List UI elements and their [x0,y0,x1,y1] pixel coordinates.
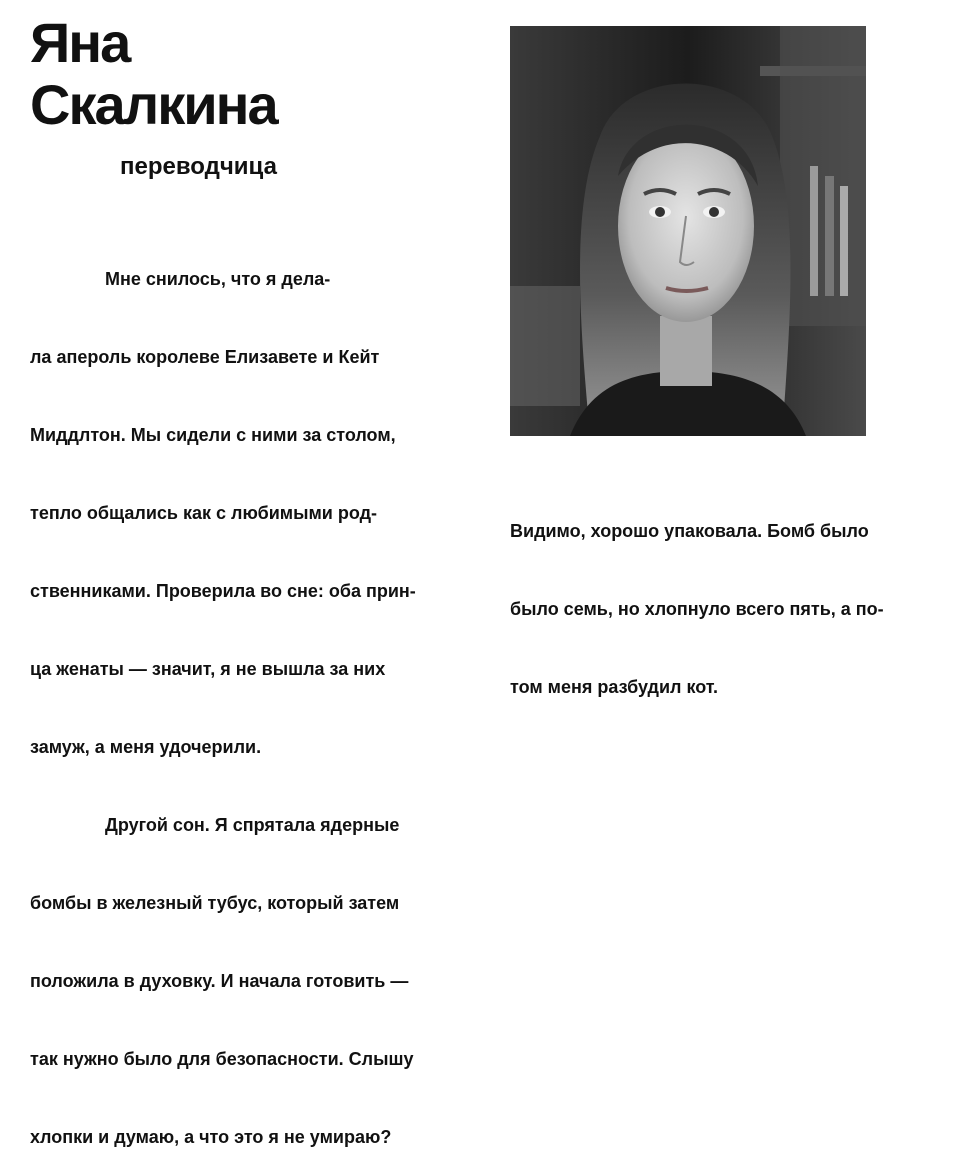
person-name-line1: Яна [30,11,130,74]
person-name-line2: Скалкина [30,73,277,136]
text-line: тепло общались как с любимыми род- [30,503,378,523]
text-line: Видимо, хорошо упаковала. Бомб было [510,521,869,541]
text-line: Миддлтон. Мы сидели с ними за столом, [30,425,396,445]
text-line: ственниками. Проверила во сне: оба прин- [30,581,416,601]
text-line: так нужно было для безопасности. Слышу [30,1049,414,1069]
text-line: замуж, а меня удочерили. [30,737,262,757]
portrait-illustration [510,26,866,436]
text-line: было семь, но хлопнуло всего пять, а по- [510,599,884,619]
text-line: бомбы в железный тубус, который затем [30,893,400,913]
article-right-column [510,466,884,726]
article-left-column [30,214,416,1152]
text-line: Мне снилось, что я дела- [30,269,331,289]
person-role: переводчица [120,153,277,180]
text-line: хлопки и думаю, а что это я не умираю? [30,1127,392,1147]
person-name [30,12,277,136]
text-line: ца женаты — значит, я не вышла за них [30,659,386,679]
portrait-photo [510,26,866,436]
text-line: положила в духовку. И начала готовить — [30,971,409,991]
text-line: ла апероль королеве Елизавете и Кейт [30,347,380,367]
text-line: Другой сон. Я спрятала ядерные [30,815,400,835]
text-line: том меня разбудил кот. [510,677,719,697]
